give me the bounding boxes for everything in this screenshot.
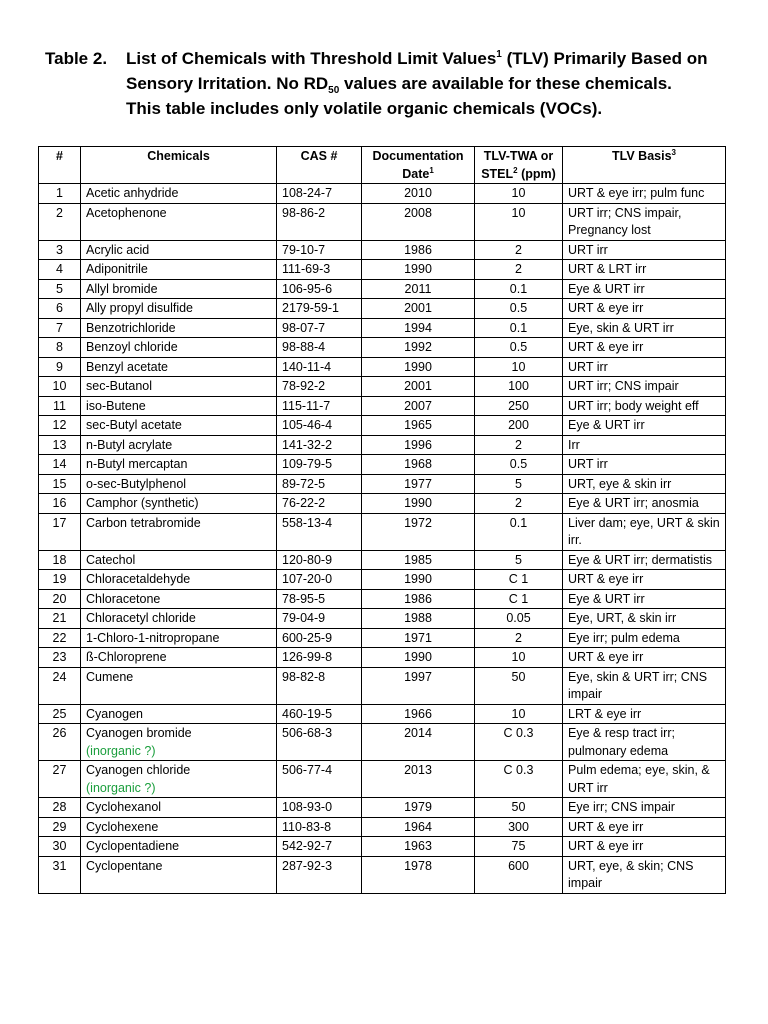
cell-tlv: 0.1 [475,513,563,550]
cell-chemical: Cyclopentadiene [81,837,277,857]
cell-date: 1965 [362,416,475,436]
cell-date: 2007 [362,396,475,416]
cell-date: 1992 [362,338,475,358]
table-row [39,856,726,893]
cell-basis: URT irr; body weight eff [563,396,726,416]
table-row [39,494,726,514]
cell-chemical: Catechol [81,550,277,570]
cell-chemical: Chloracetone [81,589,277,609]
cell-tlv: 50 [475,798,563,818]
cell-tlv: C 1 [475,570,563,590]
cell-cas: 89-72-5 [277,474,362,494]
cell-basis: URT & eye irr [563,338,726,358]
cell-tlv: 10 [475,704,563,724]
table-row [39,377,726,397]
table-row [39,396,726,416]
cell-date: 1972 [362,513,475,550]
cell-cas: 105-46-4 [277,416,362,436]
cell-basis: URT, eye, & skin; CNS impair [563,856,726,893]
cell-basis: LRT & eye irr [563,704,726,724]
table-row [39,704,726,724]
cell-tlv: C 1 [475,589,563,609]
cell-tlv: 2 [475,260,563,280]
table-caption [45,46,745,121]
cell-cas: 79-04-9 [277,609,362,629]
cell-basis: Eye, skin & URT irr; CNS impair [563,667,726,704]
cell-basis: Eye & URT irr [563,416,726,436]
cell-date: 1964 [362,817,475,837]
cell-num: 26 [39,724,81,761]
cell-chemical: sec-Butyl acetate [81,416,277,436]
table-row [39,550,726,570]
cell-chemical: Ally propyl disulfide [81,299,277,319]
cell-tlv: 0.5 [475,299,563,319]
cell-num: 11 [39,396,81,416]
cell-date: 1990 [362,570,475,590]
cell-chemical: Cyclohexene [81,817,277,837]
cell-basis: URT & eye irr [563,570,726,590]
table-row [39,474,726,494]
cell-num: 17 [39,513,81,550]
cell-tlv: 5 [475,550,563,570]
cell-num: 25 [39,704,81,724]
cell-chemical: Acrylic acid [81,240,277,260]
table-row [39,260,726,280]
cell-date: 1985 [362,550,475,570]
table-row [39,455,726,475]
cell-chemical: Adiponitrile [81,260,277,280]
cell-chemical: o-sec-Butylphenol [81,474,277,494]
cell-cas: 542-92-7 [277,837,362,857]
cell-basis: Pulm edema; eye, skin, & URT irr [563,761,726,798]
cell-chemical: Allyl bromide [81,279,277,299]
cell-basis: Liver dam; eye, URT & skin irr. [563,513,726,550]
cell-cas: 106-95-6 [277,279,362,299]
cell-cas: 558-13-4 [277,513,362,550]
cell-tlv: 2 [475,494,563,514]
cell-date: 1971 [362,628,475,648]
cell-cas: 107-20-0 [277,570,362,590]
cell-date: 1996 [362,435,475,455]
cell-date: 1990 [362,260,475,280]
cell-num: 12 [39,416,81,436]
cell-date: 1968 [362,455,475,475]
cell-chemical: Cyclopentane [81,856,277,893]
table-header-row [39,147,726,184]
cell-date: 1986 [362,240,475,260]
cell-tlv: 250 [475,396,563,416]
cell-num: 14 [39,455,81,475]
table-row [39,299,726,319]
cell-date: 1986 [362,589,475,609]
cell-tlv: 75 [475,837,563,857]
cell-cas: 98-07-7 [277,318,362,338]
cell-cas: 78-95-5 [277,589,362,609]
cell-tlv: 0.1 [475,279,563,299]
cell-num: 1 [39,184,81,204]
table-row [39,240,726,260]
cell-date: 1963 [362,837,475,857]
cell-basis: URT irr; CNS impair, Pregnancy lost [563,203,726,240]
cell-date: 1977 [362,474,475,494]
header-chemicals: Chemicals [81,147,277,184]
cell-tlv: 50 [475,667,563,704]
table-row [39,724,726,761]
cell-basis: Eye & URT irr [563,589,726,609]
cell-cas: 600-25-9 [277,628,362,648]
cell-basis: Eye & resp tract irr; pulmonary edema [563,724,726,761]
chemical-note: (inorganic ?) [86,743,156,758]
cell-cas: 506-77-4 [277,761,362,798]
cell-chemical: Cyclohexanol [81,798,277,818]
cell-cas: 108-24-7 [277,184,362,204]
cell-tlv: 600 [475,856,563,893]
cell-cas: 126-99-8 [277,648,362,668]
cell-num: 16 [39,494,81,514]
cell-num: 8 [39,338,81,358]
cell-tlv: 2 [475,240,563,260]
cell-cas: 287-92-3 [277,856,362,893]
cell-num: 19 [39,570,81,590]
cell-chemical: Cyanogen [81,704,277,724]
table-row [39,798,726,818]
cell-cas: 108-93-0 [277,798,362,818]
header-documentation-date: Documentation Date$^1$ [362,147,475,184]
header-tlv: TLV-TWA or STEL$^2$ (ppm) [475,147,563,184]
cell-cas: 111-69-3 [277,260,362,280]
cell-num: 20 [39,589,81,609]
cell-tlv: 2 [475,435,563,455]
cell-date: 1990 [362,648,475,668]
cell-chemical: Carbon tetrabromide [81,513,277,550]
cell-basis: URT & eye irr [563,299,726,319]
table-row [39,203,726,240]
table-row [39,589,726,609]
cell-cas: 141-32-2 [277,435,362,455]
cell-chemical: Chloracetaldehyde [81,570,277,590]
cell-basis: URT irr; CNS impair [563,377,726,397]
cell-basis: Eye & URT irr; anosmia [563,494,726,514]
cell-cas: 140-11-4 [277,357,362,377]
header-cas: CAS # [277,147,362,184]
cell-chemical: Acetic anhydride [81,184,277,204]
cell-chemical: sec-Butanol [81,377,277,397]
cell-num: 6 [39,299,81,319]
cell-chemical: Benzotrichloride [81,318,277,338]
cell-basis: Eye irr; pulm edema [563,628,726,648]
cell-num: 9 [39,357,81,377]
cell-date: 1997 [362,667,475,704]
cell-chemical: ß-Chloroprene [81,648,277,668]
cell-cas: 110-83-8 [277,817,362,837]
table-row [39,318,726,338]
cell-cas: 98-88-4 [277,338,362,358]
cell-chemical: Benzoyl chloride [81,338,277,358]
table-row [39,357,726,377]
cell-cas: 460-19-5 [277,704,362,724]
table-row [39,416,726,436]
cell-num: 15 [39,474,81,494]
cell-cas: 98-82-8 [277,667,362,704]
cell-basis: URT, eye & skin irr [563,474,726,494]
cell-cas: 506-68-3 [277,724,362,761]
cell-tlv: 5 [475,474,563,494]
cell-tlv: 0.05 [475,609,563,629]
cell-chemical: iso-Butene [81,396,277,416]
cell-basis: URT & eye irr [563,648,726,668]
cell-num: 23 [39,648,81,668]
cell-basis: URT irr [563,240,726,260]
caption-line-1: List of Chemicals with Threshold Limit Values$^1$ (TLV) Primarily Based on [126,49,708,68]
table-row [39,279,726,299]
cell-cas: 2179-59-1 [277,299,362,319]
cell-date: 1978 [362,856,475,893]
cell-num: 24 [39,667,81,704]
chemicals-table [38,146,726,894]
header-num: # [39,147,81,184]
cell-tlv: 10 [475,357,563,377]
cell-cas: 98-86-2 [277,203,362,240]
cell-date: 2014 [362,724,475,761]
cell-chemical: Acetophenone [81,203,277,240]
cell-tlv: 0.5 [475,455,563,475]
caption-prefix: Table 2. [45,49,108,68]
cell-basis: Irr [563,435,726,455]
cell-tlv: 200 [475,416,563,436]
cell-tlv: 0.5 [475,338,563,358]
cell-cas: 79-10-7 [277,240,362,260]
table-row [39,435,726,455]
cell-num: 18 [39,550,81,570]
cell-chemical: Cumene [81,667,277,704]
cell-cas: 78-92-2 [277,377,362,397]
cell-tlv: 10 [475,184,563,204]
cell-date: 2011 [362,279,475,299]
table-row [39,513,726,550]
cell-date: 2013 [362,761,475,798]
cell-basis: Eye & URT irr [563,279,726,299]
cell-num: 21 [39,609,81,629]
cell-cas: 76-22-2 [277,494,362,514]
cell-date: 2008 [362,203,475,240]
cell-date: 2010 [362,184,475,204]
cell-basis: URT & eye irr [563,837,726,857]
cell-basis: Eye, URT, & skin irr [563,609,726,629]
cell-tlv: 100 [475,377,563,397]
cell-basis: URT & eye irr [563,817,726,837]
cell-basis: URT irr [563,455,726,475]
cell-num: 29 [39,817,81,837]
cell-tlv: 10 [475,648,563,668]
cell-basis: Eye, skin & URT irr [563,318,726,338]
cell-num: 30 [39,837,81,857]
cell-date: 1994 [362,318,475,338]
cell-num: 2 [39,203,81,240]
cell-date: 1990 [362,357,475,377]
cell-date: 1990 [362,494,475,514]
header-tlv-basis: TLV Basis$^3$ [563,147,726,184]
cell-num: 31 [39,856,81,893]
cell-tlv: 2 [475,628,563,648]
cell-chemical: n-Butyl mercaptan [81,455,277,475]
cell-basis: Eye irr; CNS impair [563,798,726,818]
cell-num: 22 [39,628,81,648]
caption-line-3: This table includes only volatile organic chemicals (VOCs). [126,99,603,118]
cell-date: 2001 [362,299,475,319]
cell-num: 5 [39,279,81,299]
cell-chemical: Cyanogen bromide (inorganic ?) [81,724,277,761]
cell-tlv: 0.1 [475,318,563,338]
cell-num: 7 [39,318,81,338]
cell-tlv: C 0.3 [475,724,563,761]
table-row [39,648,726,668]
cell-cas: 120-80-9 [277,550,362,570]
cell-num: 13 [39,435,81,455]
cell-date: 1988 [362,609,475,629]
cell-chemical: n-Butyl acrylate [81,435,277,455]
cell-basis: Eye & URT irr; dermatistis [563,550,726,570]
table-row [39,609,726,629]
cell-num: 3 [39,240,81,260]
cell-tlv: C 0.3 [475,761,563,798]
cell-chemical: 1-Chloro-1-nitropropane [81,628,277,648]
cell-chemical: Benzyl acetate [81,357,277,377]
cell-num: 27 [39,761,81,798]
cell-chemical: Chloracetyl chloride [81,609,277,629]
cell-num: 10 [39,377,81,397]
table-row [39,628,726,648]
cell-cas: 115-11-7 [277,396,362,416]
cell-tlv: 10 [475,203,563,240]
caption-line-2: Sensory Irritation. No $RD_{50}$ values are available for these chemicals. [126,74,672,96]
cell-cas: 109-79-5 [277,455,362,475]
table-row [39,761,726,798]
cell-basis: URT & LRT irr [563,260,726,280]
chemical-note: (inorganic ?) [86,780,156,795]
cell-chemical: Camphor (synthetic) [81,494,277,514]
cell-date: 1966 [362,704,475,724]
cell-num: 28 [39,798,81,818]
table-row [39,338,726,358]
cell-tlv: 300 [475,817,563,837]
cell-num: 4 [39,260,81,280]
cell-date: 2001 [362,377,475,397]
table-row [39,184,726,204]
cell-chemical: Cyanogen chloride (inorganic ?) [81,761,277,798]
cell-date: 1979 [362,798,475,818]
cell-basis: URT & eye irr; pulm func [563,184,726,204]
table-row [39,570,726,590]
table-row [39,667,726,704]
table-row [39,837,726,857]
cell-basis: URT irr [563,357,726,377]
table-row [39,817,726,837]
